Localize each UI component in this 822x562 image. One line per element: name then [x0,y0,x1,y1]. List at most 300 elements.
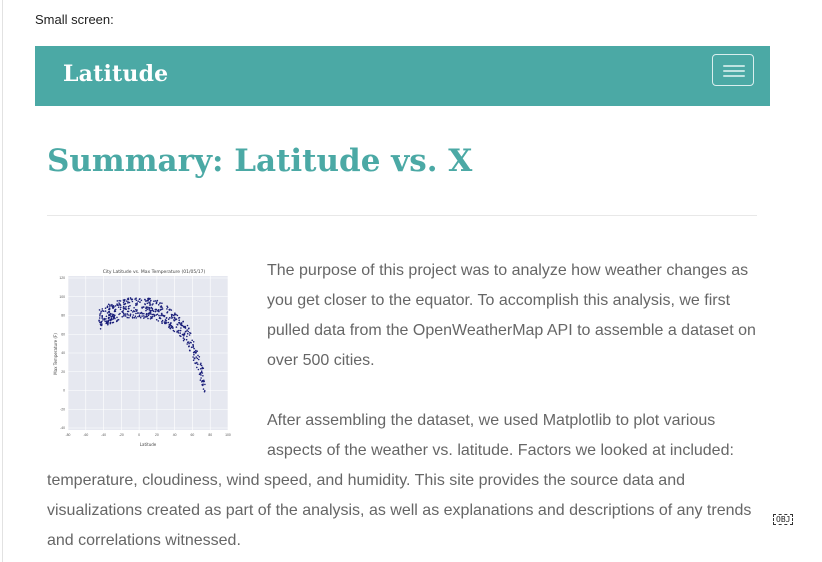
scatter-point [160,318,162,320]
scatter-point [154,315,156,317]
scatter-point [108,311,110,313]
x-tick-label: -20 [118,433,124,437]
scatter-point [152,314,154,316]
scatter-point [169,328,171,330]
scatter-point [156,319,158,321]
scatter-point [197,355,199,357]
scatter-point [186,336,188,338]
scatter-point [141,315,143,317]
scatter-point [171,314,173,316]
scatter-point [178,317,180,319]
scatter-point [200,379,202,381]
scatter-point [108,309,110,311]
scatter-point [160,315,162,317]
scatter-point [180,330,182,332]
scatter-point [166,322,168,324]
scatter-point [137,316,139,318]
scatter-point [139,314,141,316]
scatter-point [176,331,178,333]
scatter-point [202,380,204,382]
scatter-point [202,375,204,377]
scatter-point [133,314,135,316]
x-tick-label: 20 [154,433,159,437]
x-tick-label: 80 [208,433,213,437]
scatter-point [120,309,122,311]
scatter-point [173,315,175,317]
scatter-point [149,308,151,310]
scatter-point [158,304,160,306]
scatter-point [168,309,170,311]
scatter-point [181,322,183,324]
scatter-point [176,318,178,320]
scatter-point [118,304,120,306]
scatter-point [199,374,201,376]
scatter-point [139,299,141,301]
scatter-point [184,333,186,335]
scatter-point [204,384,206,386]
scatter-point [135,317,137,319]
scatter-point [158,315,160,317]
scatter-point [140,317,142,319]
scatter-point [116,303,118,305]
x-tick-label: 100 [225,433,231,437]
scatter-point [152,308,154,310]
y-tick-label: 60 [61,332,65,337]
paragraph-line: temperature, cloudiness, wind speed, and humidity. This site provides the source data and [47,472,685,489]
thumbnail-title: City Latitude vs. Max Temperature (01/05/17) [102,270,206,275]
scatter-point [127,314,129,316]
scatter-point [164,323,166,325]
paragraph-line: over 500 cities. [267,352,375,369]
scatter-point [101,317,103,319]
scatter-point [137,300,139,302]
scatter-point [148,309,150,311]
scatter-point [180,324,182,326]
scatter-point [129,305,131,307]
scatter-point [198,369,200,371]
scatter-point [106,322,108,324]
scatter-point [156,310,158,312]
scatter-point [194,357,196,359]
scatter-point [147,303,149,305]
scatter-point [188,328,190,330]
scatter-point [195,356,197,358]
scatter-point [120,307,122,309]
scatter-point [167,307,169,309]
scatter-point [178,319,180,321]
scatter-point [125,303,127,305]
scatter-point [161,307,163,309]
scatter-point [144,299,146,301]
scatter-point [108,314,110,316]
scatter-point [172,327,174,329]
scatter-point [189,332,191,334]
page-frame-border [2,0,3,562]
scatter-point [186,339,188,341]
scatter-point [127,317,129,319]
scatter-point [191,340,193,342]
scatter-point [155,309,157,311]
scatter-point [161,321,163,323]
paragraph-line: aspects of the weather vs. latitude. Factors we looked at included: [267,442,734,459]
scatter-point [180,327,182,329]
scatter-point [109,304,111,306]
scatter-point [114,311,116,313]
scatter-point [153,300,155,302]
scatter-point [203,368,205,370]
scatter-point [187,333,189,335]
scatter-point [109,317,111,319]
scatter-point [120,300,122,302]
page-title: Summary: Latitude vs. X [47,143,473,179]
scatter-point [202,372,204,374]
y-tick-label: 80 [61,313,65,318]
scatter-point [105,307,107,309]
thumbnail-xlabel: Latitude [139,442,157,447]
scatter-point [162,308,164,310]
scatter-point [99,317,101,319]
scatter-point [148,302,150,304]
object-placeholder-tag: OBJ [773,514,793,525]
scatter-point [150,300,152,302]
scatter-point [164,315,166,317]
scatter-point [136,299,138,301]
scatter-point [169,317,171,319]
scatter-point [195,350,197,352]
scatter-point [125,306,127,308]
scatter-point [123,300,125,302]
scatter-point [176,326,178,328]
scatter-point [144,316,146,318]
scatter-point [149,312,151,314]
scatter-point [166,317,168,319]
scatter-point [141,312,143,314]
scatter-point [185,331,187,333]
scatter-point [113,314,115,316]
scatter-point [146,306,148,308]
scatter-point [186,343,188,345]
scatter-point [146,309,148,311]
scatter-point [118,319,120,321]
scatter-point [116,320,118,322]
scatter-point [131,310,133,312]
scatter-point [157,300,159,302]
scatter-point [123,302,125,304]
scatter-point [156,302,158,304]
scatter-point [192,356,194,358]
scatter-point [117,300,119,302]
scatter-point [193,359,195,361]
y-tick-label: -40 [60,426,65,431]
scatter-point [98,320,100,322]
scatter-point [110,322,112,324]
scatter-point [155,300,157,302]
scatter-point [107,306,109,308]
scatter-point [203,381,205,383]
x-tick-label: 0 [138,433,141,437]
scatter-point [188,341,190,343]
scatter-point [145,310,147,312]
scatter-point [135,313,137,315]
scatter-point [99,315,101,317]
scatter-point [100,321,102,323]
scatter-point [130,297,132,299]
scatter-point [106,320,108,322]
scatter-point [170,323,172,325]
scatter-point [111,316,113,318]
scatter-point [115,305,117,307]
scatter-point [193,354,195,356]
scatter-point [192,346,194,348]
scatter-point [183,340,185,342]
scatter-point [100,328,102,330]
scatter-point [110,319,112,321]
scatter-point [179,332,181,334]
scatter-point [198,359,200,361]
scatter-point [171,309,173,311]
scatter-point [166,308,168,310]
scatter-point [147,313,149,315]
scatter-point [100,312,102,314]
scatter-point [123,306,125,308]
scatter-point [101,323,103,325]
scatter-point [161,322,163,324]
scatter-point [201,370,203,372]
scatter-point [105,310,107,312]
scatter-point [169,326,171,328]
x-tick-label: -60 [83,433,89,437]
scatter-point [136,309,138,311]
scatter-point [143,315,145,317]
small-screen-label: Small screen: [35,12,114,27]
scatter-point [133,307,135,309]
scatter-point [132,301,134,303]
scatter-point [114,316,116,318]
scatter-point [104,321,106,323]
thumbnail-y-ticks [59,276,65,430]
scatter-point [132,299,134,301]
scatter-point [187,331,189,333]
scatter-point [195,363,197,365]
scatter-point [114,318,116,320]
scatter-point [192,344,194,346]
scatter-point [135,297,137,299]
scatter-point [147,299,149,301]
scatter-point [201,384,203,386]
scatter-point [125,313,127,315]
scatter-point [100,311,102,313]
scatter-point [101,315,103,317]
paragraph-line: The purpose of this project was to analyze how weather changes as [267,262,749,279]
scatter-point [183,335,185,337]
scatter-point [203,388,205,390]
scatter-point [150,316,152,318]
scatter-point [149,298,151,300]
navbar-brand[interactable]: Latitude [63,61,169,87]
scatter-point [178,330,180,332]
scatter-point [150,318,152,320]
scatter-point [121,316,123,318]
scatter-point [160,309,162,311]
scatter-point [128,308,130,310]
scatter-point [152,303,154,305]
scatter-point [168,318,170,320]
scatter-point [119,313,121,315]
scatter-point [148,315,150,317]
scatter-point [166,320,168,322]
scatter-point [173,319,175,321]
scatter-point [128,306,130,308]
scatter-point [173,330,175,332]
scatter-point [123,314,125,316]
scatter-point [152,316,154,318]
scatter-point [128,317,130,319]
scatter-point [150,303,152,305]
thumbnail-ylabel: Max Temperature (F) [53,333,58,375]
scatter-point [188,346,190,348]
scatter-point [161,302,163,304]
scatter-point [167,311,169,313]
title-divider [47,215,757,216]
scatter-point [122,312,124,314]
scatter-point [200,377,202,379]
scatter-point [107,312,109,314]
scatter-point [143,317,145,319]
scatter-point [174,318,176,320]
scatter-point [193,352,195,354]
scatter-point [146,314,148,316]
scatter-point [141,300,143,302]
scatter-point [138,312,140,314]
scatter-point [141,306,143,308]
paragraph-line: you get closer to the equator. To accomplish this analysis, we first [267,292,731,309]
scatter-point [199,356,201,358]
scatter-point [189,350,191,352]
scatter-point [113,306,115,308]
scatter-point [179,322,181,324]
scatter-point [185,327,187,329]
x-tick-label: 60 [190,433,195,437]
scatter-point [175,314,177,316]
scatter-point [106,316,108,318]
scatter-point [171,317,173,319]
scatter-point [168,322,170,324]
scatter-point [186,329,188,331]
scatter-point [123,308,125,310]
y-tick-label: 100 [59,294,65,299]
scatter-point [102,308,104,310]
scatter-point [153,314,155,316]
scatter-point [118,306,120,308]
paragraph-line: and correlations witnessed. [47,532,241,549]
scatter-point [150,311,152,313]
scatter-point [178,332,180,334]
scatter-point [174,312,176,314]
scatter-point [112,322,114,324]
scatter-point [122,310,124,312]
scatter-point [126,300,128,302]
scatter-point [200,368,202,370]
scatter-point [204,391,206,393]
paragraph-line: pulled data from the OpenWeatherMap API to assemble a dataset on [267,322,756,339]
scatter-point [111,305,113,307]
scatter-point [143,306,145,308]
scatter-point [115,309,117,311]
y-tick-label: 0 [63,388,65,393]
scatter-point [134,311,136,313]
scatter-point [187,325,189,327]
scatter-point [182,321,184,323]
scatter-point [159,302,161,304]
scatter-point [128,311,130,313]
scatter-point [177,315,179,317]
paragraph-line: After assembling the dataset, we used Matplotlib to plot various [267,412,716,429]
x-tick-label: -80 [65,433,71,437]
scatter-point [189,334,191,336]
scatter-point [118,302,120,304]
scatter-point [200,363,202,365]
scatter-point [102,319,104,321]
scatter-point [191,347,193,349]
scatter-point [118,300,120,302]
scatter-point [180,336,182,338]
scatter-point [164,321,166,323]
scatter-point [99,309,101,311]
scatter-point [158,320,160,322]
scatter-point [153,310,155,312]
scatter-point [193,348,195,350]
paragraph-line: visualizations created as part of the analysis, as well as explanations and descriptions of any trends [47,502,752,519]
scatter-point [177,324,179,326]
scatter-point [125,315,127,317]
scatter-point [134,317,136,319]
scatter-point [128,298,130,300]
y-tick-label: -20 [60,407,65,412]
scatter-point [196,367,198,369]
scatter-point [102,310,104,312]
scatter-point [132,316,134,318]
thumbnail-x-ticks [66,433,231,437]
y-tick-label: 20 [61,369,65,374]
navbar-toggle-button[interactable] [712,54,754,86]
scatter-point [112,318,114,320]
scatter-point [116,317,118,319]
scatter-point [135,315,137,317]
scatter-point [190,342,192,344]
y-tick-label: 120 [59,276,65,281]
latitude-temperature-thumbnail[interactable] [52,264,236,452]
scatter-point [155,311,157,313]
scatter-point [143,313,145,315]
scatter-point [127,301,129,303]
scatter-point [132,311,134,313]
scatter-point [130,313,132,315]
x-tick-label: 40 [172,433,177,437]
y-tick-label: 40 [61,351,65,356]
scatter-point [161,313,163,315]
scatter-point [193,341,195,343]
scatter-point [147,318,149,320]
scatter-point [139,301,141,303]
scatter-point [104,319,106,321]
scatter-point [195,352,197,354]
scatter-point [197,358,199,360]
scatter-point [156,314,158,316]
scatter-point [123,315,125,317]
navbar [35,46,770,106]
x-tick-label: -40 [101,433,107,437]
scatter-point [144,303,146,305]
